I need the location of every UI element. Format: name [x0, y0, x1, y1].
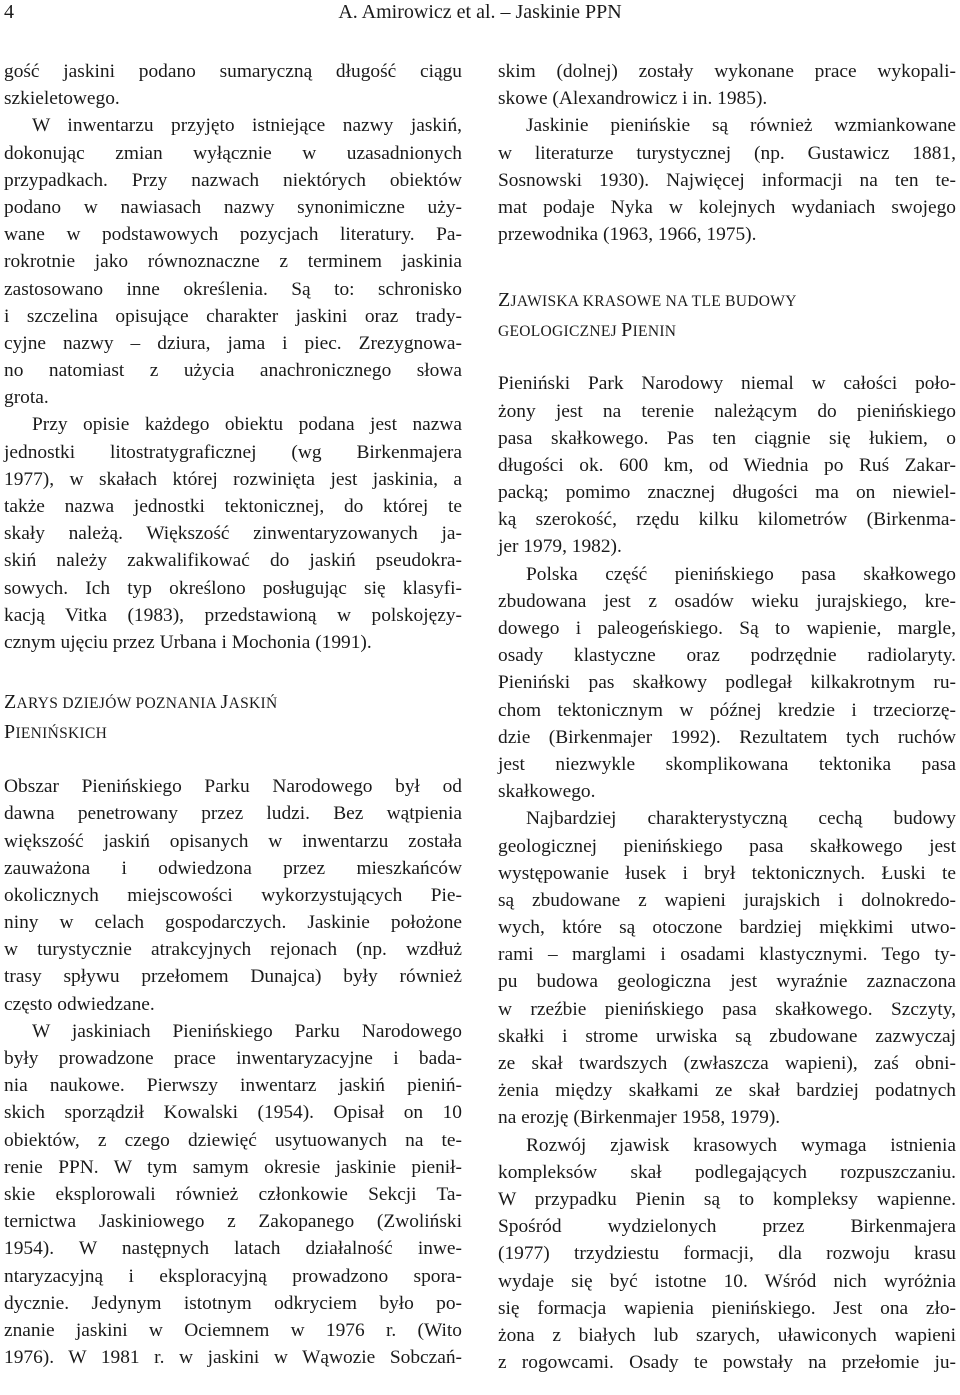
text-line: W jaskiniach Pienińskiego Parku Narodowego — [32, 1020, 462, 1042]
paragraph — [498, 805, 956, 1131]
text-line: skałkowego. — [498, 781, 596, 803]
text-line: W inwentarzu przyjęto istniejące nazwy jaskiń, — [32, 115, 462, 137]
text-line: przewodnika (1963, 1966, 1975). — [498, 224, 757, 246]
text-line: gość jaskini podano sumaryczną długość ciągu — [4, 61, 462, 82]
text-line: skały należą. Większość zinwentaryzowanych ja- — [4, 523, 462, 545]
text-line: podano w nawiasach nazwy synonimiczne uży- — [4, 196, 462, 218]
text-line: były prowadzone prace inwentaryzacyjne i bada- — [4, 1048, 462, 1069]
text-line: kompleksów skał podlegających rozpuszczaniu. — [498, 1161, 956, 1183]
text-line: żenia między skałkami ze skał bardziej podatnych — [498, 1080, 956, 1102]
text-line: okolicznych miejscowości wykorzystujących Pie- — [4, 884, 462, 906]
right-column — [498, 58, 956, 1376]
page-number: 4 — [4, 1, 14, 23]
text-line: Przy opisie każdego obiektu podana jest nazwa — [32, 414, 462, 436]
page-header — [0, 0, 960, 30]
text-line: z rogowcami. Osady te powstały na przełomie ju- — [498, 1352, 956, 1374]
text-line: ką szerokość, rzędu kilku kilometrów (Birkenma- — [498, 509, 956, 531]
text-line: Pieniński pas skałkowy podlegał kilkakrotnym ru- — [498, 672, 956, 694]
text-line: wych, które są otoczone bardziej miękkimi utwo- — [498, 917, 956, 939]
spacer — [498, 345, 956, 370]
paragraph — [4, 411, 462, 656]
section-heading — [498, 285, 956, 345]
text-line: są zbudowane z wapieni jurajskich i dolnokredo- — [498, 889, 956, 911]
text-line: i szczelina opisujące charakter jaskini oraz trady- — [4, 305, 462, 327]
text-line: geologicznej pienińskiego pasa skałkowego jest — [498, 835, 956, 857]
text-line: Pieniński Park Narodowy niemal w całości poło- — [498, 373, 956, 395]
text-line: jednostki litostratygraficznej (wg Birkenmajera — [4, 441, 462, 463]
paragraph — [4, 58, 462, 112]
heading-line: PIENIŃSKICH — [4, 721, 108, 744]
text-line: się formacja wapienia pienińskiego. Jest ona zło- — [498, 1297, 956, 1319]
text-line: Obszar Pienińskiego Parku Narodowego był od — [4, 776, 462, 798]
text-line: no natomiast z użycia anachronicznego słowa — [4, 360, 462, 382]
text-line: często odwiedzane. — [4, 993, 155, 1015]
paragraph — [4, 773, 462, 1018]
text-line: dycznie. Jedynym istotnym odkryciem było po- — [4, 1292, 462, 1314]
text-line: nia naukowe. Pierwszy inwentarz jaskiń pieniń- — [4, 1075, 462, 1097]
text-line: skim (dolnej) zostały wykonane prace wykopali- — [498, 61, 956, 82]
text-line: renie PPN. W tym samym okresie jaskinie pienił- — [4, 1156, 462, 1178]
text-line: pu budowa geologiczna jest wyraźnie zaznaczona — [498, 971, 956, 993]
text-line: Jaskinie pienińskie są również wzmiankowane — [526, 115, 956, 137]
spacer — [4, 656, 462, 687]
text-line: w rzeźbie pienińskiego pasa skałkowego. Szczyty, — [498, 998, 956, 1020]
text-line: (1977) trzydziestu formacji, dla rozwoju krasu — [498, 1243, 956, 1265]
text-line: Sosnowski 1930). Najwięcej informacji na ten te- — [498, 169, 956, 191]
text-line: trasy spływu przełomem Dunajca) były również — [4, 966, 462, 988]
text-line: skie eksplorowali również członkowie Sekcji Ta- — [4, 1183, 462, 1205]
text-line: skowe (Alexandrowicz i in. 1985). — [498, 88, 768, 110]
text-line: żona z białych lub szarych, uławiconych wapieni — [498, 1324, 956, 1346]
text-line: 1977), w skałach której rozwinięta jest jaskinia, a — [4, 468, 462, 490]
text-line: rami – marglami i osadami klastycznymi. Tego ty- — [498, 944, 956, 966]
text-line: jer 1979, 1982). — [498, 536, 622, 558]
heading-line: ZJAWISKA KRASOWE NA TLE BUDOWY — [498, 289, 797, 312]
text-line: także nazwa jednostki tektonicznej, do której te — [4, 496, 462, 517]
text-line: cyjne nazwy – dziura, jama i piec. Zrezygnowa- — [4, 332, 462, 354]
paragraph — [498, 112, 956, 248]
text-line: pasa skałkowego. Pas ten ciągnie się łukiem, o — [498, 427, 956, 449]
text-line: sowych. Ich typ określono posługując się klasyfi- — [4, 577, 462, 599]
text-line: skałki i strome urwiska są zbudowane zazwyczaj — [498, 1025, 956, 1047]
text-line: kacją Vitka (1983), przedstawioną w polskojęzy- — [4, 604, 462, 626]
text-line: dzie (Birkenmajer 1992). Rezultatem tych ruchów — [498, 726, 956, 748]
text-line: skich sporządził Kowalski (1954). Opisał on 10 — [4, 1102, 462, 1124]
spacer — [4, 747, 462, 773]
paragraph — [4, 112, 462, 411]
paragraph — [4, 1018, 462, 1371]
text-line: jest niezwykle skomplikowana tektonika pasa — [498, 753, 956, 775]
text-line: skiń należy zakwalifikować do jaskiń pseudokra- — [4, 550, 462, 572]
text-line: większość jaskiń opisanych w inwentarzu została — [4, 830, 462, 852]
text-line: chom tektonicznym w późnej kredzie i trzeciorzę- — [498, 699, 956, 721]
spacer — [498, 248, 956, 285]
text-line: packą; pomimo znacznej długości ma on niewiel- — [498, 482, 956, 504]
paragraph — [498, 1132, 956, 1377]
text-line: W przypadku Pienin są to kompleksy wapienne. — [498, 1188, 956, 1210]
text-line: zauważona i odwiedzona przez mieszkańców — [4, 857, 462, 879]
text-line: wydaje się być istotne 10. Wśród nich wyróżnia — [498, 1270, 956, 1292]
heading-line: ZARYS DZIEJÓW POZNANIA JASKIŃ — [4, 691, 278, 714]
text-line: mat podaje Nyka w kolejnych wydaniach swojego — [498, 196, 956, 218]
text-line: Rozwój zjawisk krasowych wymaga istnienia — [526, 1134, 956, 1156]
running-title: A. Amirowicz et al. – Jaskinie PPN — [338, 1, 622, 23]
text-line: dawna penetrowany przez ludzi. Bez wątpienia — [4, 803, 462, 825]
paragraph — [498, 370, 956, 560]
text-line: obiektów, z czego dziewięć usytuowanych na te- — [4, 1129, 462, 1151]
section-heading — [4, 687, 462, 747]
text-line: dowego i paleogeńskiego. Są to wapienie, margle, — [498, 618, 956, 639]
text-line: osady klastyczne oraz podrzędnie radiolaryty. — [498, 645, 956, 667]
text-line: grota. — [4, 387, 49, 409]
text-line: na erozję (Birkenmajer 1958, 1979). — [498, 1107, 781, 1129]
text-line: zbudowana jest z osadów wieku jurajskiego, kre- — [498, 590, 956, 612]
text-line: występowanie łusek i brył tektonicznych. Łuski te — [498, 862, 956, 884]
text-line: dokonując zmian wyłącznie w uzasadnionych — [4, 142, 462, 164]
text-line: Spośród wydzielonych przez Birkenmajera — [498, 1216, 956, 1238]
text-line: 1954). W następnych latach działalność inwe- — [4, 1238, 462, 1260]
text-line: ze skał twardszych (zwłaszcza wapieni), zaś obni- — [498, 1053, 956, 1074]
text-line: rokrotnie jako równoznaczne z terminem jaskinia — [4, 251, 462, 273]
text-line: szkieletowego. — [4, 88, 120, 110]
text-line: ntaryzacyjną i eksploracyjną prowadzono spora- — [4, 1265, 462, 1287]
text-line: żony jest na terenie należącym do pienińskiego — [498, 400, 956, 422]
left-column — [4, 58, 462, 1371]
paragraph — [498, 58, 956, 112]
text-line: ternictwa Jaskiniowego z Zakopanego (Zwoliński — [4, 1211, 462, 1233]
heading-line: GEOLOGICZNEJ PIENIN — [498, 319, 677, 342]
text-line: wane w podstawowych pozycjach literatury. Pa- — [4, 224, 462, 246]
text-line: w literaturze turystycznej (np. Gustawicz 1881, — [498, 142, 956, 164]
text-line: długości ok. 600 km, od Wiednia po Ruś Zakar- — [498, 454, 956, 476]
text-line: w turystycznie atrakcyjnych rejonach (np. wzdłuż — [4, 939, 462, 961]
paragraph — [498, 561, 956, 806]
text-line: Polska część pienińskiego pasa skałkowego — [526, 563, 956, 585]
text-line: Najbardziej charakterystyczną cechą budowy — [526, 808, 956, 830]
text-line: znanie jaskini w Ociemnem w 1976 r. (Wito — [4, 1319, 462, 1341]
text-line: przypadkach. Przy nazwach niektórych obiektów — [4, 169, 462, 191]
text-line: cznym ujęciu przez Urbana i Mochonia (1991). — [4, 631, 372, 653]
text-line: zastosowano inne określenia. Są to: schronisko — [4, 278, 462, 300]
text-line: niny w celach gospodarczych. Jaskinie położone — [4, 912, 462, 934]
text-line: 1976). W 1981 r. w jaskini w Wąwozie Sobczań- — [4, 1347, 462, 1369]
